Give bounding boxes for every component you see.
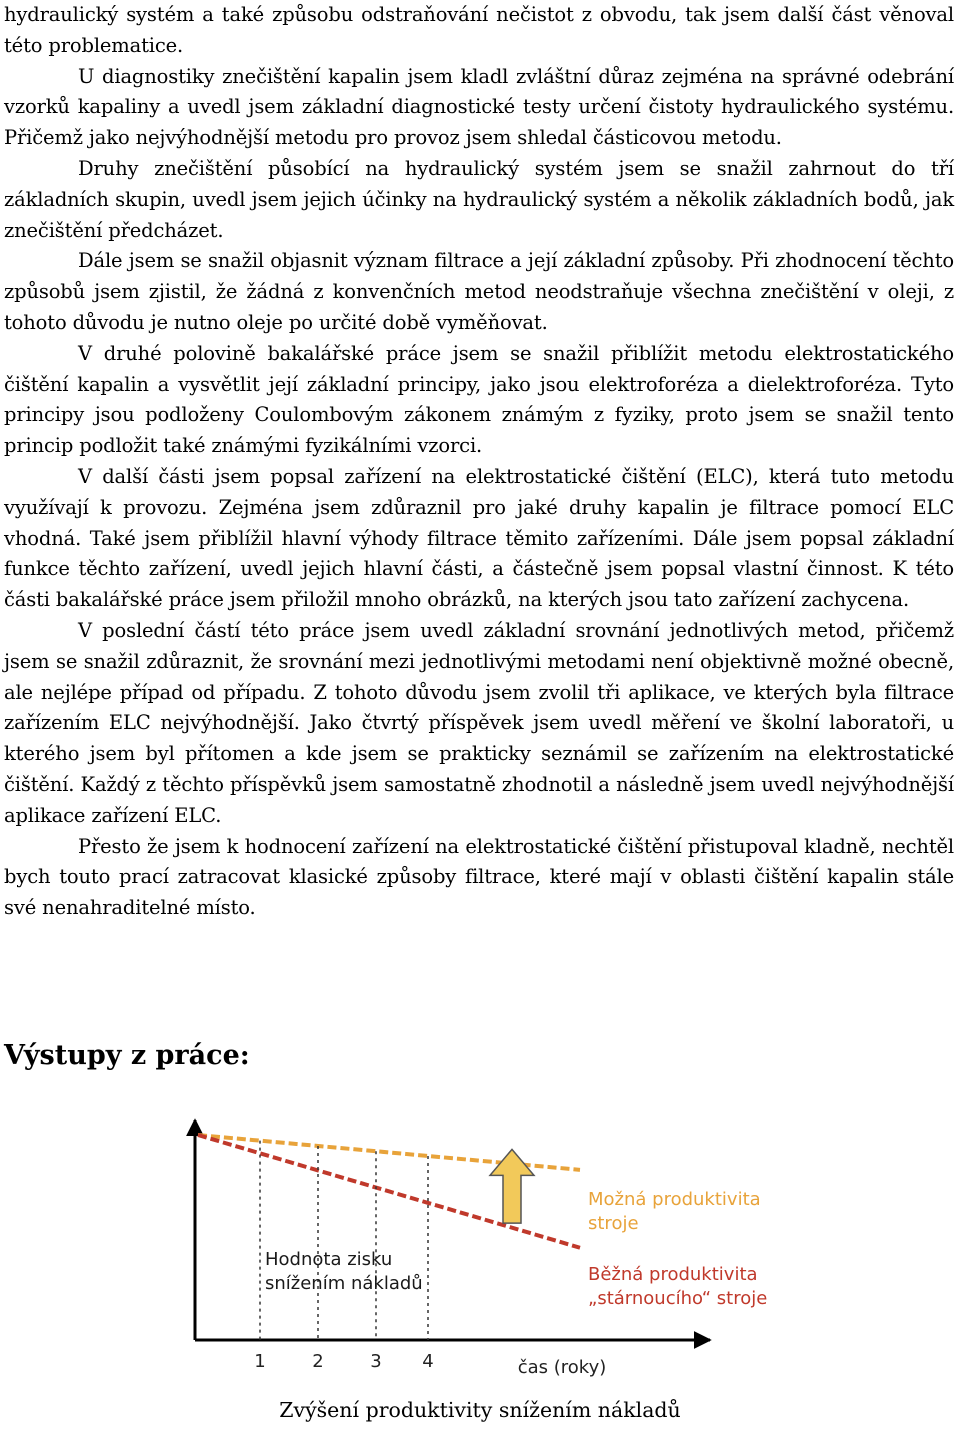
paragraph: Druhy znečištění působící na hydraulický systém jsem se snažil zahrnout do tří základních skupin, uvedl jsem jejich účinky na hydraulický systém a několik základních bodů, jak znečištění předcházet. xyxy=(4,156,954,242)
x-tick-label: 3 xyxy=(370,1351,382,1372)
x-tick-label: 1 xyxy=(254,1351,266,1372)
paragraph: hydraulický systém a také způsobu odstraňování nečistot z obvodu, tak jsem další část věnoval této problematice. xyxy=(4,3,954,57)
x-tick-label: 4 xyxy=(422,1351,434,1372)
section-heading: Výstupy z práce: xyxy=(4,1040,250,1071)
paragraph: V další části jsem popsal zařízení na elektrostatické čištění (ELC), která tuto metodu využívají k provozu. Zejména jsem zdůraznil pro jaké druhy kapalin je filtrace pomocí ELC vhodná. Také jsem přiblížil hlavní výhody filtrace těmito zařízeními. Dále jsem popsal základní funkce těchto zařízení, uvedl jejich hlavní části, a částečně jsem popsal vlastní činnost. K této části bakalářské práce jsem přiložil mnoho obrázků, na kterých jsou tato zařízení zachycena. xyxy=(4,464,954,612)
paragraph: V poslední částí této práce jsem uvedl základní srovnání jednotlivých metod, přičemž jsem se snažil zdůraznit, že srovnání mezi jednotlivými metodami není objektivně možné obecně, ale nejlépe případ od případu. Z tohoto důvodu jsem zvolil tři aplikace, ve kterých byla filtrace zařízením ELC nejvýhodnější. Jako čtvrtý příspěvek jsem uvedl měření ve školní laboratoři, u kterého jsem byl přítomen a kde jsem se prakticky seznámil se zařízením na elektrostatické čištění. Každý z těchto příspěvků jsem samostatně zhodnotil a následně jsem uvedl nejvýhodnější aplikace zařízení ELC. xyxy=(4,618,954,827)
series-label-1: stroje xyxy=(588,1213,639,1234)
series-label-2: Běžná produktivita xyxy=(588,1264,758,1285)
productivity-chart xyxy=(150,1115,790,1395)
x-axis-label: čas (roky) xyxy=(517,1357,607,1378)
series-line-2 xyxy=(198,1135,580,1248)
paragraph: U diagnostiky znečištění kapalin jsem kladl zvláštní důraz zejména na správné odebrání vzorků kapaliny a uvedl jsem základní diagnostické testy určení čistoty hydraulického systému. Přičemž jako nejvýhodnější metodu pro provoz jsem shledal částicovou metodu. xyxy=(4,64,954,150)
figure-caption: Zvýšení produktivity snížením nákladů xyxy=(279,1398,681,1422)
series-label-2: „stárnoucího“ stroje xyxy=(588,1288,768,1309)
paragraph: Přesto že jsem k hodnocení zařízení na elektrostatické čištění přistupoval kladně, nechtěl bych touto prací zatracovat klasické způsoby filtrace, které mají v oblasti čištění kapalin stále své nenahraditelné místo. xyxy=(4,834,954,920)
body-text xyxy=(4,0,954,924)
paragraph: V druhé polovině bakalářské práce jsem se snažil přiblížit metodu elektrostatického čištění kapalin a vysvětlit její základní principy, jako jsou elektroforéza a dielektroforéza. Tyto principy jsou podloženy Coulombovým zákonem známým z fyziky, proto jsem se snažil tento princip podložit také známými fyzikálními vzorci. xyxy=(4,341,954,458)
series-label-1: Možná produktivita xyxy=(588,1189,761,1210)
annotation-line: snížením nákladů xyxy=(265,1273,423,1294)
annotation-line: Hodnota zisku xyxy=(265,1249,393,1270)
productivity-figure xyxy=(150,1115,790,1395)
x-tick-label: 2 xyxy=(312,1351,324,1372)
paragraph: Dále jsem se snažil objasnit význam filtrace a její základní způsoby. Při zhodnocení těchto způsobů jsem zjistil, že žádná z konvenčních metod neodstraňuje všechna znečištění v oleji, z tohoto důvodu je nutno oleje po určité době vyměňovat. xyxy=(4,249,954,334)
